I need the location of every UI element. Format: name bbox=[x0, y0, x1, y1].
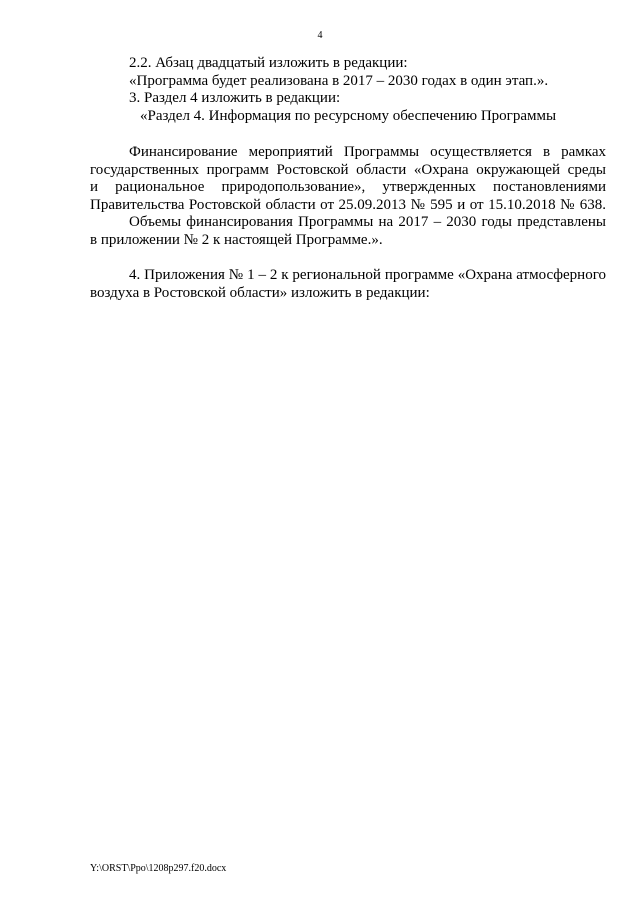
volumes-line-1: Объемы финансирования Программы на 2017 – 2030 годы представлены bbox=[129, 214, 606, 230]
volumes-line-2: в приложении № 2 к настоящей Программе.». bbox=[90, 231, 383, 248]
item-2-2-heading: 2.2. Абзац двадцатый изложить в редакции: bbox=[129, 55, 408, 71]
item-4-line-1: 4. Приложения № 1 – 2 к региональной программе «Охрана атмосферного bbox=[129, 267, 606, 283]
spacer bbox=[90, 249, 606, 267]
footer-file-path: Y:\ORST\Ppo\1208p297.f20.docx bbox=[90, 863, 227, 874]
item-4-paragraph bbox=[90, 267, 606, 302]
financing-line-4: Правительства Ростовской области от 25.09.2013 № 595 и от 15.10.2018 № 638. bbox=[90, 196, 606, 213]
financing-line-2: государственных программ Ростовской области «Охрана окружающей среды bbox=[90, 161, 606, 178]
financing-line-1: Финансирование мероприятий Программы осуществляется в рамках bbox=[129, 144, 606, 160]
page-number: 4 bbox=[317, 30, 323, 41]
item-2-2-quote: «Программа будет реализована в 2017 – 2030 годах в один этап.». bbox=[129, 72, 549, 89]
volumes-paragraph bbox=[90, 214, 606, 249]
financing-paragraph bbox=[90, 144, 606, 214]
document-body bbox=[90, 55, 606, 302]
section-4-title: «Раздел 4. Информация по ресурсному обеспечению Программы bbox=[140, 107, 557, 124]
financing-line-3: и рациональное природопользование», утвержденных постановлениями bbox=[90, 179, 606, 195]
spacer bbox=[90, 125, 606, 144]
item-4-line-2: воздуха в Ростовской области» изложить в редакции: bbox=[90, 284, 430, 301]
item-3-heading: 3. Раздел 4 изложить в редакции: bbox=[129, 90, 341, 106]
